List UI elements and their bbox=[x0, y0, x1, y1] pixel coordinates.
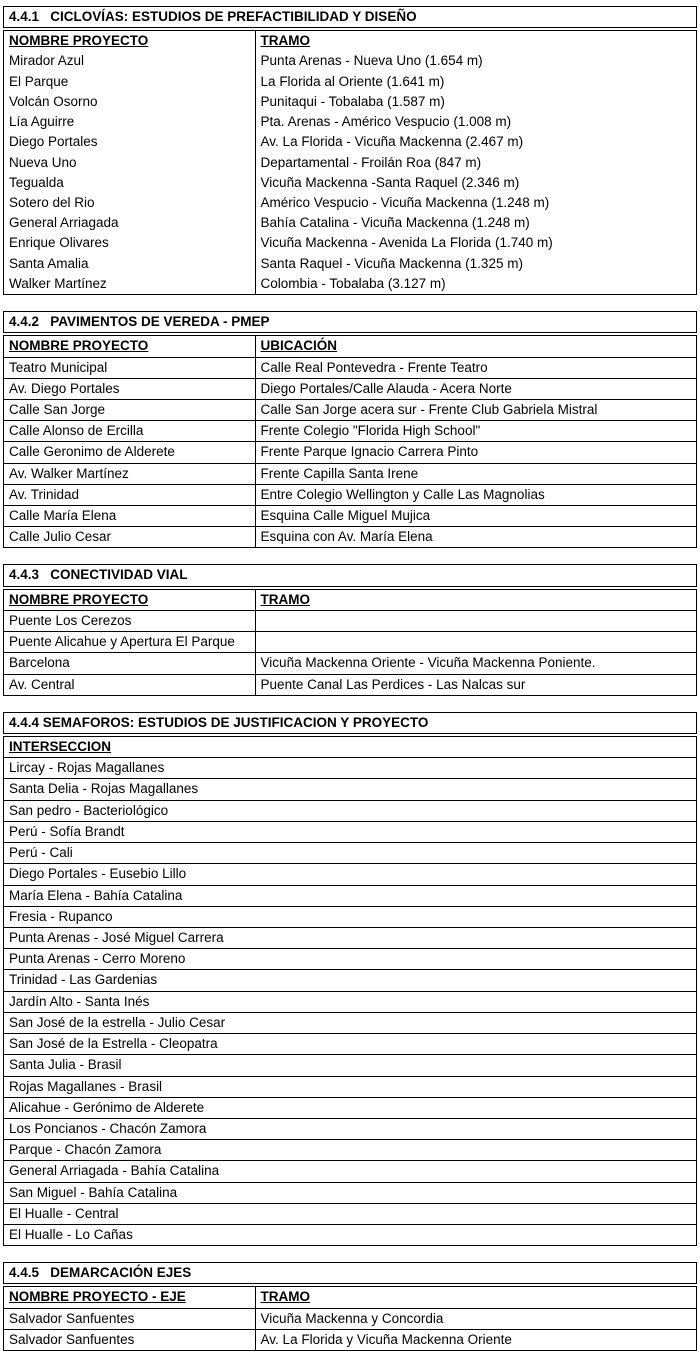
section bbox=[3, 712, 697, 1246]
section bbox=[3, 564, 697, 695]
table-cell: Calle Geronimo de Alderete bbox=[4, 442, 256, 463]
table-cell: Av. La Florida - Vicuña Mackenna (2.467 m) bbox=[255, 132, 696, 152]
column-header bbox=[4, 336, 256, 357]
table-cell: Lircay - Rojas Magallanes bbox=[4, 758, 697, 779]
section-table bbox=[3, 589, 697, 696]
table-cell: Bahía Catalina - Vicuña Mackenna (1.248 m) bbox=[255, 213, 696, 233]
table-row bbox=[4, 779, 697, 800]
table-cell: Teatro Municipal bbox=[4, 357, 256, 378]
table-cell: Esquina con Av. María Elena bbox=[255, 527, 696, 548]
section-heading: 4.4.4 SEMAFOROS: ESTUDIOS DE JUSTIFICACION Y PROYECTO bbox=[3, 712, 697, 734]
table-row bbox=[4, 193, 697, 213]
table-cell bbox=[255, 610, 696, 631]
table-cell: Américo Vespucio - Vicuña Mackenna (1.248 m) bbox=[255, 193, 696, 213]
table-cell: Frente Capilla Santa Irene bbox=[255, 463, 696, 484]
table-row bbox=[4, 970, 697, 991]
table-cell: Santa Raquel - Vicuña Mackenna (1.325 m) bbox=[255, 254, 696, 274]
table-row bbox=[4, 1329, 697, 1350]
table-row bbox=[4, 906, 697, 927]
table-cell: Diego Portales/Calle Alauda - Acera Norte bbox=[255, 378, 696, 399]
table-row bbox=[4, 821, 697, 842]
table-cell: Enrique Olivares bbox=[4, 233, 256, 253]
table-row bbox=[4, 800, 697, 821]
table-cell: Entre Colegio Wellington y Calle Las Magnolias bbox=[255, 484, 696, 505]
table-cell: Punta Arenas - José Miguel Carrera bbox=[4, 927, 697, 948]
table-row bbox=[4, 442, 697, 463]
table-cell: Departamental - Froilán Roa (847 m) bbox=[255, 153, 696, 173]
table-cell: Sotero del Rio bbox=[4, 193, 256, 213]
table-cell: Av. Walker Martínez bbox=[4, 463, 256, 484]
table-cell: San Miguel - Bahía Catalina bbox=[4, 1182, 697, 1203]
column-header bbox=[4, 31, 256, 52]
table-cell: Colombia - Tobalaba (3.127 m) bbox=[255, 274, 696, 295]
table-cell: Vicuña Mackenna y Concordia bbox=[255, 1308, 696, 1329]
column-header-label: NOMBRE PROYECTO bbox=[9, 591, 149, 607]
table-row bbox=[4, 72, 697, 92]
table-cell: Punta Arenas - Nueva Uno (1.654 m) bbox=[255, 51, 696, 71]
table-row bbox=[4, 1203, 697, 1224]
table-cell: Santa Julia - Brasil bbox=[4, 1055, 697, 1076]
table-row bbox=[4, 632, 697, 653]
table-cell: Walker Martínez bbox=[4, 274, 256, 295]
table-cell: Diego Portales bbox=[4, 132, 256, 152]
section-table bbox=[3, 335, 697, 548]
column-header-label: UBICACIÓN bbox=[260, 338, 338, 354]
section-heading: 4.4.2 PAVIMENTOS DE VEREDA - PMEP bbox=[3, 311, 697, 333]
table-cell: Mirador Azul bbox=[4, 51, 256, 71]
table-row bbox=[4, 1118, 697, 1139]
table-cell: María Elena - Bahía Catalina bbox=[4, 885, 697, 906]
table-cell: Calle San Jorge bbox=[4, 399, 256, 420]
table-cell: Puente Alicahue y Apertura El Parque bbox=[4, 632, 256, 653]
section-table bbox=[3, 1286, 697, 1351]
table-cell: Tegualda bbox=[4, 173, 256, 193]
table-row bbox=[4, 153, 697, 173]
table-cell: Salvador Sanfuentes bbox=[4, 1308, 256, 1329]
table-row bbox=[4, 949, 697, 970]
table-row bbox=[4, 1308, 697, 1329]
table-row bbox=[4, 357, 697, 378]
table-row bbox=[4, 1140, 697, 1161]
table-body bbox=[4, 51, 697, 294]
table-row bbox=[4, 1055, 697, 1076]
table-cell: San José de la estrella - Julio Cesar bbox=[4, 1012, 697, 1033]
section-heading: 4.4.5 DEMARCACIÓN EJES bbox=[3, 1262, 697, 1284]
table-row bbox=[4, 506, 697, 527]
column-header-label: NOMBRE PROYECTO - EJE bbox=[9, 1289, 186, 1305]
table-cell: Av. Diego Portales bbox=[4, 378, 256, 399]
table-cell: Perú - Cali bbox=[4, 843, 697, 864]
table-row bbox=[4, 1097, 697, 1118]
table-row bbox=[4, 1034, 697, 1055]
section bbox=[3, 311, 697, 548]
table-cell: Los Poncianos - Chacón Zamora bbox=[4, 1118, 697, 1139]
table-row bbox=[4, 927, 697, 948]
table-header-row bbox=[4, 589, 697, 610]
column-header-label: TRAMO bbox=[260, 33, 311, 49]
table-header-row bbox=[4, 1287, 697, 1308]
table-cell: Esquina Calle Miguel Mujica bbox=[255, 506, 696, 527]
table-cell: Puente Los Cerezos bbox=[4, 610, 256, 631]
table-row bbox=[4, 112, 697, 132]
table-row bbox=[4, 484, 697, 505]
section-table bbox=[3, 736, 697, 1246]
table-row bbox=[4, 1225, 697, 1246]
table-cell: El Hualle - Lo Cañas bbox=[4, 1225, 697, 1246]
table-cell: Punitaqui - Tobalaba (1.587 m) bbox=[255, 92, 696, 112]
table-cell: Av. Central bbox=[4, 674, 256, 695]
table-cell: Nueva Uno bbox=[4, 153, 256, 173]
table-cell: Volcán Osorno bbox=[4, 92, 256, 112]
table-row bbox=[4, 173, 697, 193]
column-header bbox=[255, 589, 696, 610]
table-row bbox=[4, 843, 697, 864]
table-cell: Frente Colegio "Florida High School" bbox=[255, 421, 696, 442]
table-row bbox=[4, 758, 697, 779]
table-cell: Calle Real Pontevedra - Frente Teatro bbox=[255, 357, 696, 378]
table-header-row bbox=[4, 336, 697, 357]
table-cell: El Parque bbox=[4, 72, 256, 92]
column-header-label: NOMBRE PROYECTO bbox=[9, 338, 149, 354]
table-row bbox=[4, 610, 697, 631]
table-body bbox=[4, 357, 697, 548]
table-cell: Lía Aguirre bbox=[4, 112, 256, 132]
table-row bbox=[4, 213, 697, 233]
section bbox=[3, 6, 697, 295]
table-cell: Calle Julio Cesar bbox=[4, 527, 256, 548]
table-cell: Vicuña Mackenna Oriente - Vicuña Mackenna Poniente. bbox=[255, 653, 696, 674]
table-row bbox=[4, 233, 697, 253]
table-cell: Alicahue - Gerónimo de Alderete bbox=[4, 1097, 697, 1118]
table-cell: Barcelona bbox=[4, 653, 256, 674]
table-body bbox=[4, 758, 697, 1246]
table-cell: General Arriagada bbox=[4, 213, 256, 233]
column-header-label: NOMBRE PROYECTO bbox=[9, 33, 149, 49]
table-row bbox=[4, 1161, 697, 1182]
table-cell: San pedro - Bacteriológico bbox=[4, 800, 697, 821]
column-header bbox=[255, 31, 696, 52]
table-row bbox=[4, 51, 697, 71]
column-header bbox=[255, 336, 696, 357]
table-cell: Calle Alonso de Ercilla bbox=[4, 421, 256, 442]
table-row bbox=[4, 864, 697, 885]
table-row bbox=[4, 527, 697, 548]
table-row bbox=[4, 1182, 697, 1203]
table-header-row bbox=[4, 737, 697, 758]
table-cell: Punta Arenas - Cerro Moreno bbox=[4, 949, 697, 970]
section-heading: 4.4.3 CONECTIVIDAD VIAL bbox=[3, 564, 697, 586]
column-header bbox=[4, 589, 256, 610]
table-row bbox=[4, 1012, 697, 1033]
table-cell: Diego Portales - Eusebio Lillo bbox=[4, 864, 697, 885]
table-cell: Av. Trinidad bbox=[4, 484, 256, 505]
table-row bbox=[4, 274, 697, 295]
table-row bbox=[4, 674, 697, 695]
section-heading: 4.4.1 CICLOVÍAS: ESTUDIOS DE PREFACTIBILIDAD Y DISEÑO bbox=[3, 6, 697, 28]
table-cell: Salvador Sanfuentes bbox=[4, 1329, 256, 1350]
table-cell: Santa Amalia bbox=[4, 254, 256, 274]
table-cell: Vicuña Mackenna - Avenida La Florida (1.740 m) bbox=[255, 233, 696, 253]
table-cell: Perú - Sofía Brandt bbox=[4, 821, 697, 842]
table-row bbox=[4, 885, 697, 906]
table-row bbox=[4, 92, 697, 112]
table-header-row bbox=[4, 31, 697, 52]
table-cell: Calle María Elena bbox=[4, 506, 256, 527]
table-cell: Av. La Florida y Vicuña Mackenna Oriente bbox=[255, 1329, 696, 1350]
table-row bbox=[4, 991, 697, 1012]
table-cell bbox=[255, 632, 696, 653]
column-header bbox=[255, 1287, 696, 1308]
column-header-label: TRAMO bbox=[260, 591, 311, 607]
table-cell: La Florida al Oriente (1.641 m) bbox=[255, 72, 696, 92]
table-row bbox=[4, 399, 697, 420]
section bbox=[3, 1262, 697, 1351]
table-cell: Pta. Arenas - Américo Vespucio (1.008 m) bbox=[255, 112, 696, 132]
column-header bbox=[4, 1287, 256, 1308]
table-row bbox=[4, 421, 697, 442]
table-cell: Rojas Magallanes - Brasil bbox=[4, 1076, 697, 1097]
table-cell: San José de la Estrella - Cleopatra bbox=[4, 1034, 697, 1055]
table-cell: El Hualle - Central bbox=[4, 1203, 697, 1224]
table-cell: Santa Delia - Rojas Magallanes bbox=[4, 779, 697, 800]
table-body bbox=[4, 610, 697, 695]
table-body bbox=[4, 1308, 697, 1350]
table-cell: Trinidad - Las Gardenias bbox=[4, 970, 697, 991]
table-row bbox=[4, 1076, 697, 1097]
table-row bbox=[4, 653, 697, 674]
column-header-label: TRAMO bbox=[260, 1289, 311, 1305]
table-cell: Vicuña Mackenna -Santa Raquel (2.346 m) bbox=[255, 173, 696, 193]
table-row bbox=[4, 463, 697, 484]
table-cell: Frente Parque Ignacio Carrera Pinto bbox=[255, 442, 696, 463]
table-row bbox=[4, 378, 697, 399]
table-row bbox=[4, 254, 697, 274]
table-cell: Calle San Jorge acera sur - Frente Club Gabriela Mistral bbox=[255, 399, 696, 420]
table-cell: Puente Canal Las Perdices - Las Nalcas sur bbox=[255, 674, 696, 695]
column-header bbox=[4, 737, 697, 758]
table-cell: General Arriagada - Bahía Catalina bbox=[4, 1161, 697, 1182]
table-row bbox=[4, 132, 697, 152]
column-header-label: INTERSECCION bbox=[9, 739, 112, 754]
table-cell: Parque - Chacón Zamora bbox=[4, 1140, 697, 1161]
section-table bbox=[3, 30, 697, 295]
table-cell: Jardín Alto - Santa Inés bbox=[4, 991, 697, 1012]
table-cell: Fresia - Rupanco bbox=[4, 906, 697, 927]
